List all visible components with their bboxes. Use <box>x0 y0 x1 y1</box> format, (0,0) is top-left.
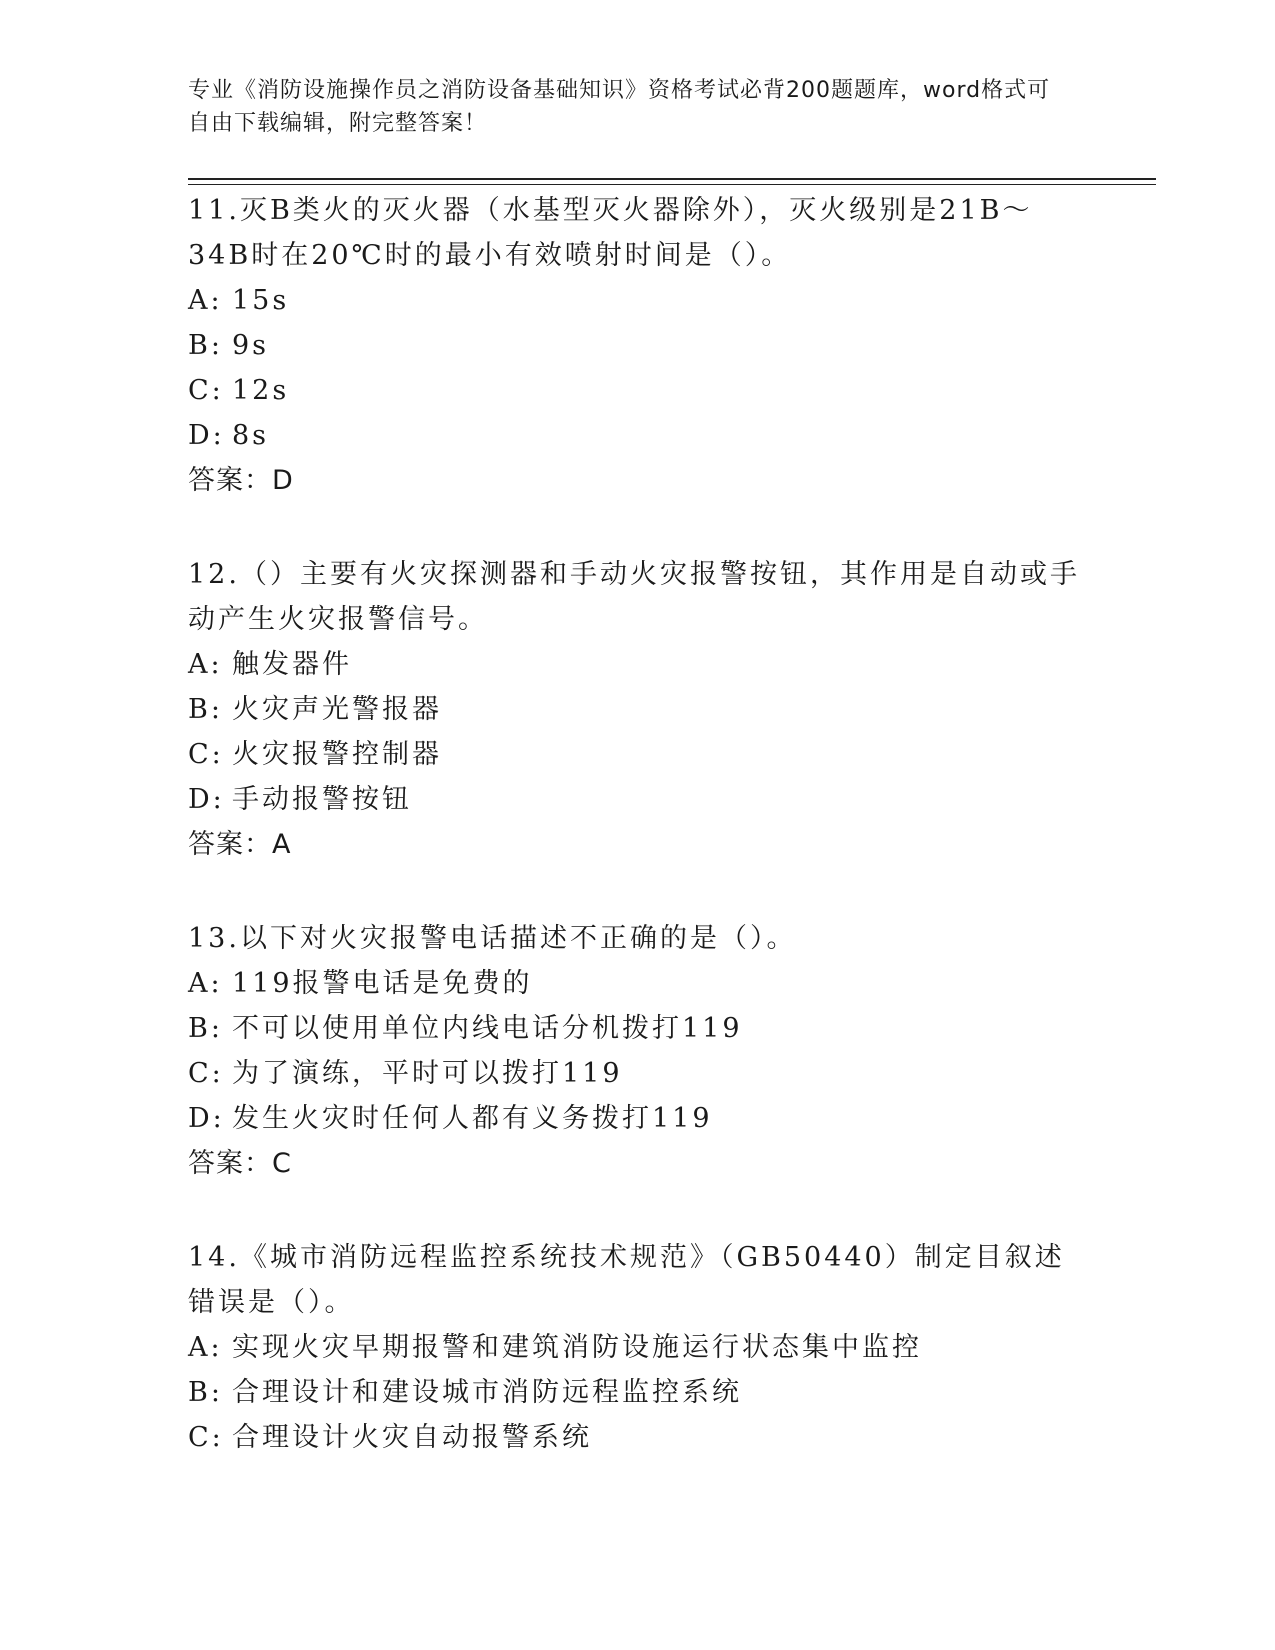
option-text: 为了演练，平时可以拨打119 <box>232 1058 623 1089</box>
question-list <box>188 188 1088 1509</box>
option-text: 不可以使用单位内线电话分机拨打119 <box>232 1013 743 1044</box>
option-text: 发生火灾时任何人都有义务拨打119 <box>232 1103 713 1134</box>
option-letter: A: <box>188 968 223 999</box>
option-text: 火灾报警控制器 <box>232 739 442 770</box>
option-letter: B: <box>188 1377 223 1408</box>
header-divider-thin <box>188 184 1156 185</box>
option-text: 合理设计火灾自动报警系统 <box>232 1422 592 1453</box>
question-block <box>188 916 1088 1186</box>
option-row <box>188 278 1088 323</box>
option-letter: B: <box>188 694 223 725</box>
option-letter: C: <box>188 739 224 770</box>
question-block <box>188 188 1088 503</box>
answer-text: 答案：D <box>188 465 294 496</box>
option-row <box>188 323 1088 368</box>
option-letter: C: <box>188 375 224 406</box>
option-text: 12s <box>232 375 290 406</box>
option-row <box>188 732 1088 777</box>
option-text: 8s <box>232 420 270 451</box>
option-letter: C: <box>188 1058 224 1089</box>
option-letter: B: <box>188 1013 223 1044</box>
option-row <box>188 413 1088 458</box>
option-text: 手动报警按钮 <box>232 784 412 815</box>
option-letter: A: <box>188 649 223 680</box>
option-row <box>188 1325 1088 1370</box>
answer-text: 答案：C <box>188 1148 292 1179</box>
option-letter: D: <box>188 1103 225 1134</box>
option-row <box>188 368 1088 413</box>
option-text: 火灾声光警报器 <box>232 694 442 725</box>
option-row <box>188 1051 1088 1096</box>
answer-text: 答案：A <box>188 829 292 860</box>
option-text: 119报警电话是免费的 <box>232 968 533 999</box>
option-letter: D: <box>188 420 225 451</box>
option-row <box>188 642 1088 687</box>
option-row <box>188 961 1088 1006</box>
option-letter: A: <box>188 1332 223 1363</box>
option-row <box>188 777 1088 822</box>
option-row <box>188 1370 1088 1415</box>
option-row <box>188 1415 1088 1460</box>
document-header: 专业《消防设施操作员之消防设备基础知识》资格考试必背200题题库，word格式可自由下载编辑，附完整答案！ <box>188 78 1051 136</box>
option-text: 15s <box>232 285 290 316</box>
option-letter: D: <box>188 784 225 815</box>
option-row <box>188 1006 1088 1051</box>
question-block <box>188 552 1088 867</box>
option-row <box>188 1096 1088 1141</box>
option-text: 9s <box>232 330 270 361</box>
option-text: 合理设计和建设城市消防远程监控系统 <box>232 1377 742 1408</box>
option-row <box>188 687 1088 732</box>
option-text: 实现火灾早期报警和建筑消防设施运行状态集中监控 <box>232 1332 922 1363</box>
question-text: 12.（）主要有火灾探测器和手动火灾报警按钮，其作用是自动或手动产生火灾报警信号。 <box>188 559 1080 635</box>
question-text: 13.以下对火灾报警电话描述不正确的是（）。 <box>188 923 797 954</box>
option-letter: A: <box>188 285 223 316</box>
question-text: 11.灭B类火的灭火器（水基型灭火器除外），灭火级别是21B～34B时在20℃时的最小有效喷射时间是（）。 <box>188 195 1033 271</box>
option-letter: B: <box>188 330 223 361</box>
option-letter: C: <box>188 1422 224 1453</box>
question-text: 14.《城市消防远程监控系统技术规范》（GB50440）制定目叙述错误是（）。 <box>188 1242 1065 1318</box>
option-text: 触发器件 <box>232 649 352 680</box>
question-block <box>188 1235 1088 1460</box>
header-divider <box>188 178 1156 180</box>
